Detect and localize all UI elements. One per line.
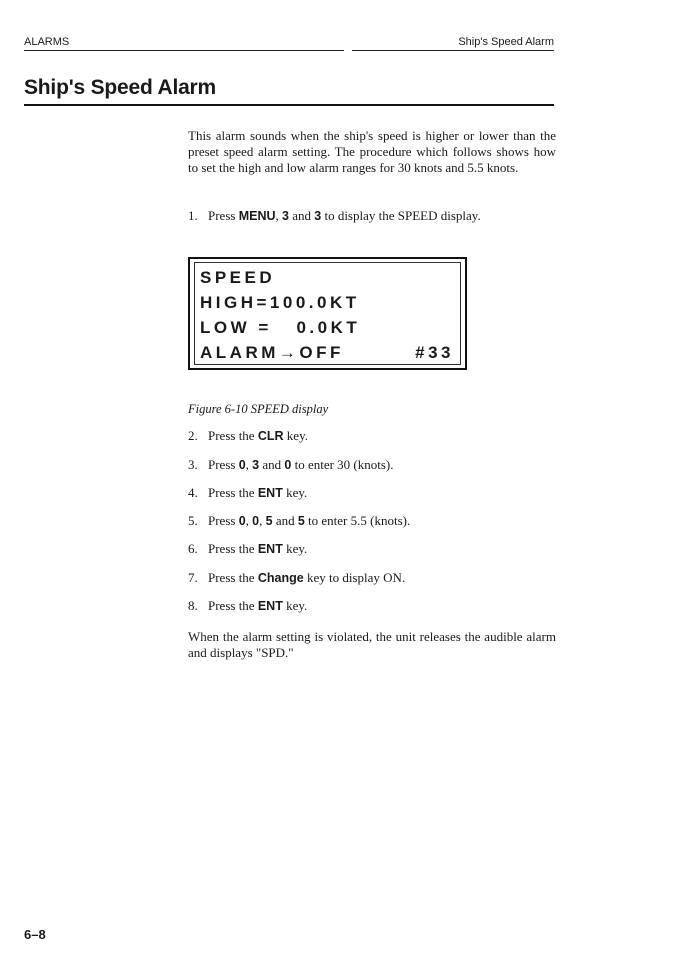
step-number: 1. (188, 208, 198, 223)
step-number: 5. (188, 513, 198, 528)
step-2 (188, 428, 556, 444)
step-text: Press the (208, 541, 258, 556)
key-name: CLR (257, 429, 284, 443)
step-text: Press (208, 457, 239, 472)
step-5 (188, 513, 556, 529)
key-name: 0 (238, 514, 246, 528)
step-text: and (288, 208, 315, 223)
key-name: 5 (265, 514, 273, 528)
running-header-topic: Ship's Speed Alarm (458, 36, 554, 48)
key-name: 0 (284, 458, 292, 472)
title-rule (24, 104, 554, 106)
step-text: key. (282, 541, 308, 556)
lcd-line-alarm: ALARM→OFF (200, 343, 344, 362)
step-number: 2. (188, 428, 198, 443)
key-name: ENT (257, 599, 283, 613)
step-text: , (245, 513, 253, 528)
step-text: to display the SPEED display. (321, 208, 481, 223)
step-text: key. (282, 598, 308, 613)
step-1 (188, 208, 556, 224)
step-text: Press (208, 513, 239, 528)
step-3 (188, 457, 556, 473)
key-name: ENT (257, 542, 283, 556)
step-number: 8. (188, 598, 198, 613)
step-text: , (259, 513, 266, 528)
step-text: to enter 30 (knots). (291, 457, 394, 472)
key-name: MENU (238, 209, 276, 223)
step-4 (188, 485, 556, 501)
lcd-line-high: HIGH=100.0KT (200, 293, 360, 312)
step-7 (188, 570, 556, 586)
step-text: Press the (208, 428, 258, 443)
closing-paragraph: When the alarm setting is violated, the unit releases the audible alarm and displays "SPD." (188, 629, 556, 660)
key-name: Change (257, 571, 304, 585)
step-text: to enter 5.5 (knots). (304, 513, 411, 528)
key-name: 0 (252, 514, 260, 528)
key-name: 5 (297, 514, 305, 528)
page-title: Ship's Speed Alarm (24, 76, 217, 99)
step-8 (188, 598, 556, 614)
step-number: 7. (188, 570, 198, 585)
lcd-line-title: SPEED (200, 268, 276, 287)
header-rule-right (352, 50, 554, 51)
step-text: , (275, 208, 283, 223)
running-header-section: ALARMS (24, 36, 70, 48)
key-name: 0 (238, 458, 246, 472)
step-text: key. (283, 428, 308, 443)
key-name: ENT (257, 486, 283, 500)
step-text: key to display ON. (303, 570, 406, 585)
intro-paragraph: This alarm sounds when the ship's speed is higher or lower than the preset speed alarm setting. The procedure which follows shows how to set the high and low alarm ranges for 30 knots and 5.5 knots. (188, 128, 556, 175)
lcd-screen-number: #33 (415, 343, 454, 362)
step-number: 6. (188, 541, 198, 556)
step-text: Press (208, 208, 239, 223)
lcd-screen (194, 262, 461, 365)
step-text: , (245, 457, 253, 472)
speed-lcd-display (188, 257, 467, 370)
key-name: 3 (252, 458, 260, 472)
step-number: 3. (188, 457, 198, 472)
step-text: Press the (208, 485, 258, 500)
step-text: Press the (208, 570, 258, 585)
step-number: 4. (188, 485, 198, 500)
lcd-line-low: LOW = 0.0KT (200, 318, 361, 337)
key-name: 3 (282, 209, 289, 223)
step-text: and (259, 457, 285, 472)
step-6 (188, 541, 556, 557)
page-number: 6–8 (24, 927, 46, 942)
step-text: and (272, 513, 298, 528)
key-name: 3 (314, 209, 322, 223)
figure-caption: Figure 6-10 SPEED display (188, 402, 329, 416)
header-rule-left (24, 50, 344, 51)
step-text: Press the (208, 598, 258, 613)
step-text: key. (282, 485, 308, 500)
